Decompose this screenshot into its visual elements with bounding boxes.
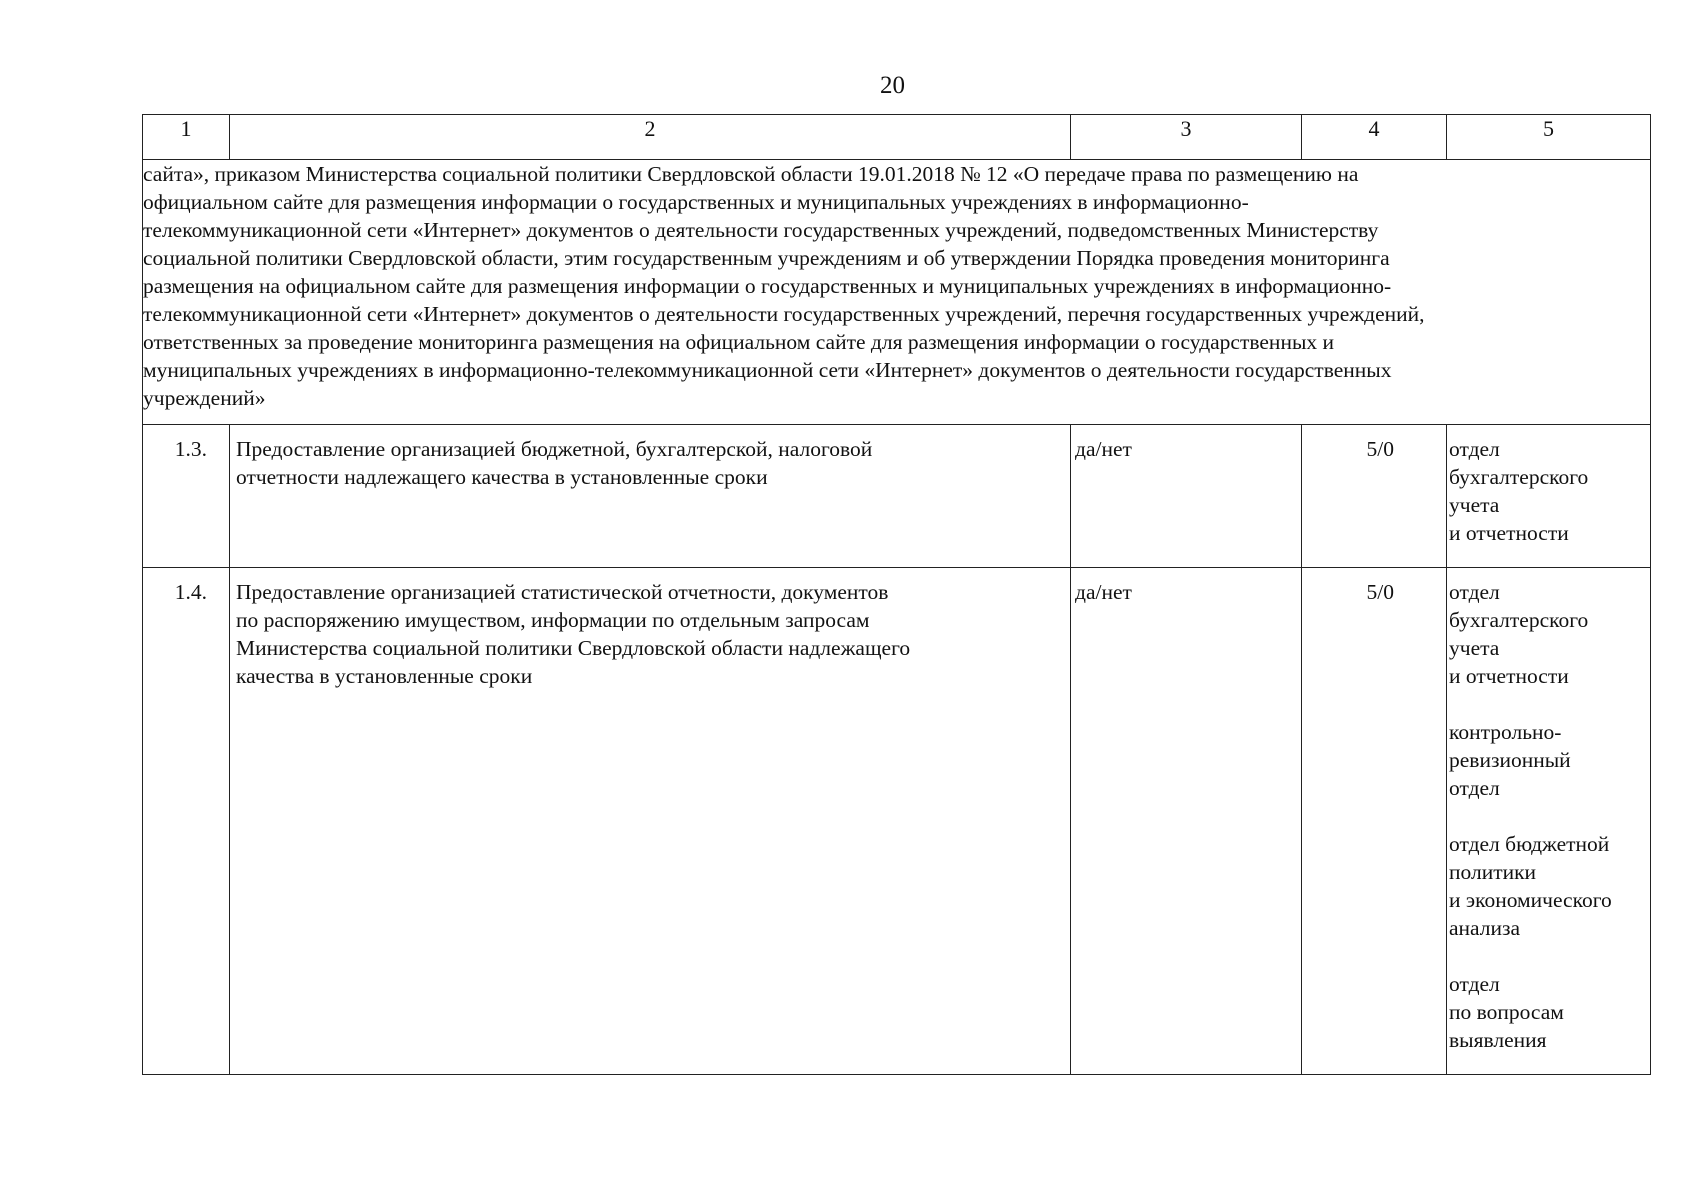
responsible-line: и отчетности (1449, 664, 1569, 688)
continuation-text (143, 160, 1651, 425)
responsible-group (1449, 435, 1646, 547)
row-unit: да/нет (1071, 425, 1302, 568)
continuation-line: размещения на официальном сайте для размещения информации о государственных и муниципальных учреждениях в информационно- (143, 274, 1392, 298)
responsible-line: отдел (1449, 776, 1500, 800)
header-col-3: 3 (1071, 115, 1302, 160)
description-line: Предоставление организацией статистической отчетности, документов (236, 580, 889, 604)
responsible-group (1449, 578, 1646, 690)
page-number: 20 (880, 72, 905, 99)
responsible-group (1449, 718, 1646, 802)
row-unit: да/нет (1071, 568, 1302, 1075)
row-score: 5/0 (1302, 568, 1447, 1075)
row-description (230, 425, 1071, 568)
header-col-2: 2 (230, 115, 1071, 160)
row-responsible (1447, 568, 1651, 1075)
continuation-line: учреждений» (143, 386, 266, 410)
continuation-line: социальной политики Свердловской области, этим государственным учреждениям и об утверждении Порядка проведения мониторинга (143, 246, 1390, 270)
responsible-line: учета (1449, 636, 1500, 660)
responsible-line: и экономического (1449, 888, 1612, 912)
description-line: отчетности надлежащего качества в установленные сроки (236, 465, 768, 489)
continuation-line: ответственных за проведение мониторинга размещения на официальном сайте для размещения информации о государственных и (143, 330, 1335, 354)
responsible-line: отдел бюджетной (1449, 832, 1610, 856)
description-line: качества в установленные сроки (236, 664, 533, 688)
responsible-line: контрольно- (1449, 720, 1562, 744)
continuation-line: официальном сайте для размещения информации о государственных и муниципальных учреждениях в информационно- (143, 190, 1249, 214)
row-number: 1.4. (143, 568, 230, 1075)
responsible-line: выявления (1449, 1028, 1547, 1052)
responsible-line: по вопросам (1449, 1000, 1564, 1024)
responsible-line: бухгалтерского (1449, 465, 1589, 489)
table-row (143, 425, 1651, 568)
description-line: Министерства социальной политики Свердловской области надлежащего (236, 636, 911, 660)
responsible-line: отдел (1449, 972, 1500, 996)
continuation-line: сайта», приказом Министерства социальной политики Свердловской области 19.01.2018 № 12 «О передаче права по размещению на (143, 162, 1359, 186)
header-col-4: 4 (1302, 115, 1447, 160)
row-responsible (1447, 425, 1651, 568)
responsible-line: отдел (1449, 580, 1500, 604)
row-score: 5/0 (1302, 425, 1447, 568)
responsible-line: отдел (1449, 437, 1500, 461)
responsible-line: и отчетности (1449, 521, 1569, 545)
description-line: по распоряжению имуществом, информации по отдельным запросам (236, 608, 870, 632)
responsible-line: политики (1449, 860, 1537, 884)
row-number: 1.3. (143, 425, 230, 568)
continuation-line: телекоммуникационной сети «Интернет» документов о деятельности государственных учреждений, перечня государственных учреждений, (143, 302, 1425, 326)
header-col-5: 5 (1447, 115, 1651, 160)
header-col-1: 1 (143, 115, 230, 160)
responsible-line: учета (1449, 493, 1500, 517)
table-row (143, 568, 1651, 1075)
responsible-line: бухгалтерского (1449, 608, 1589, 632)
responsible-group (1449, 970, 1646, 1054)
table-header-row (143, 115, 1651, 160)
responsible-line: анализа (1449, 916, 1521, 940)
continuation-line: муниципальных учреждениях в информационно-телекоммуникационной сети «Интернет» документов о деятельности государственных (143, 358, 1392, 382)
responsible-group (1449, 830, 1646, 942)
continuation-row (143, 160, 1651, 425)
criteria-table (142, 114, 1651, 1075)
row-description (230, 568, 1071, 1075)
description-line: Предоставление организацией бюджетной, бухгалтерской, налоговой (236, 437, 873, 461)
continuation-line: телекоммуникационной сети «Интернет» документов о деятельности государственных учреждений, подведомственных Министерству (143, 218, 1379, 242)
responsible-line: ревизионный (1449, 748, 1571, 772)
